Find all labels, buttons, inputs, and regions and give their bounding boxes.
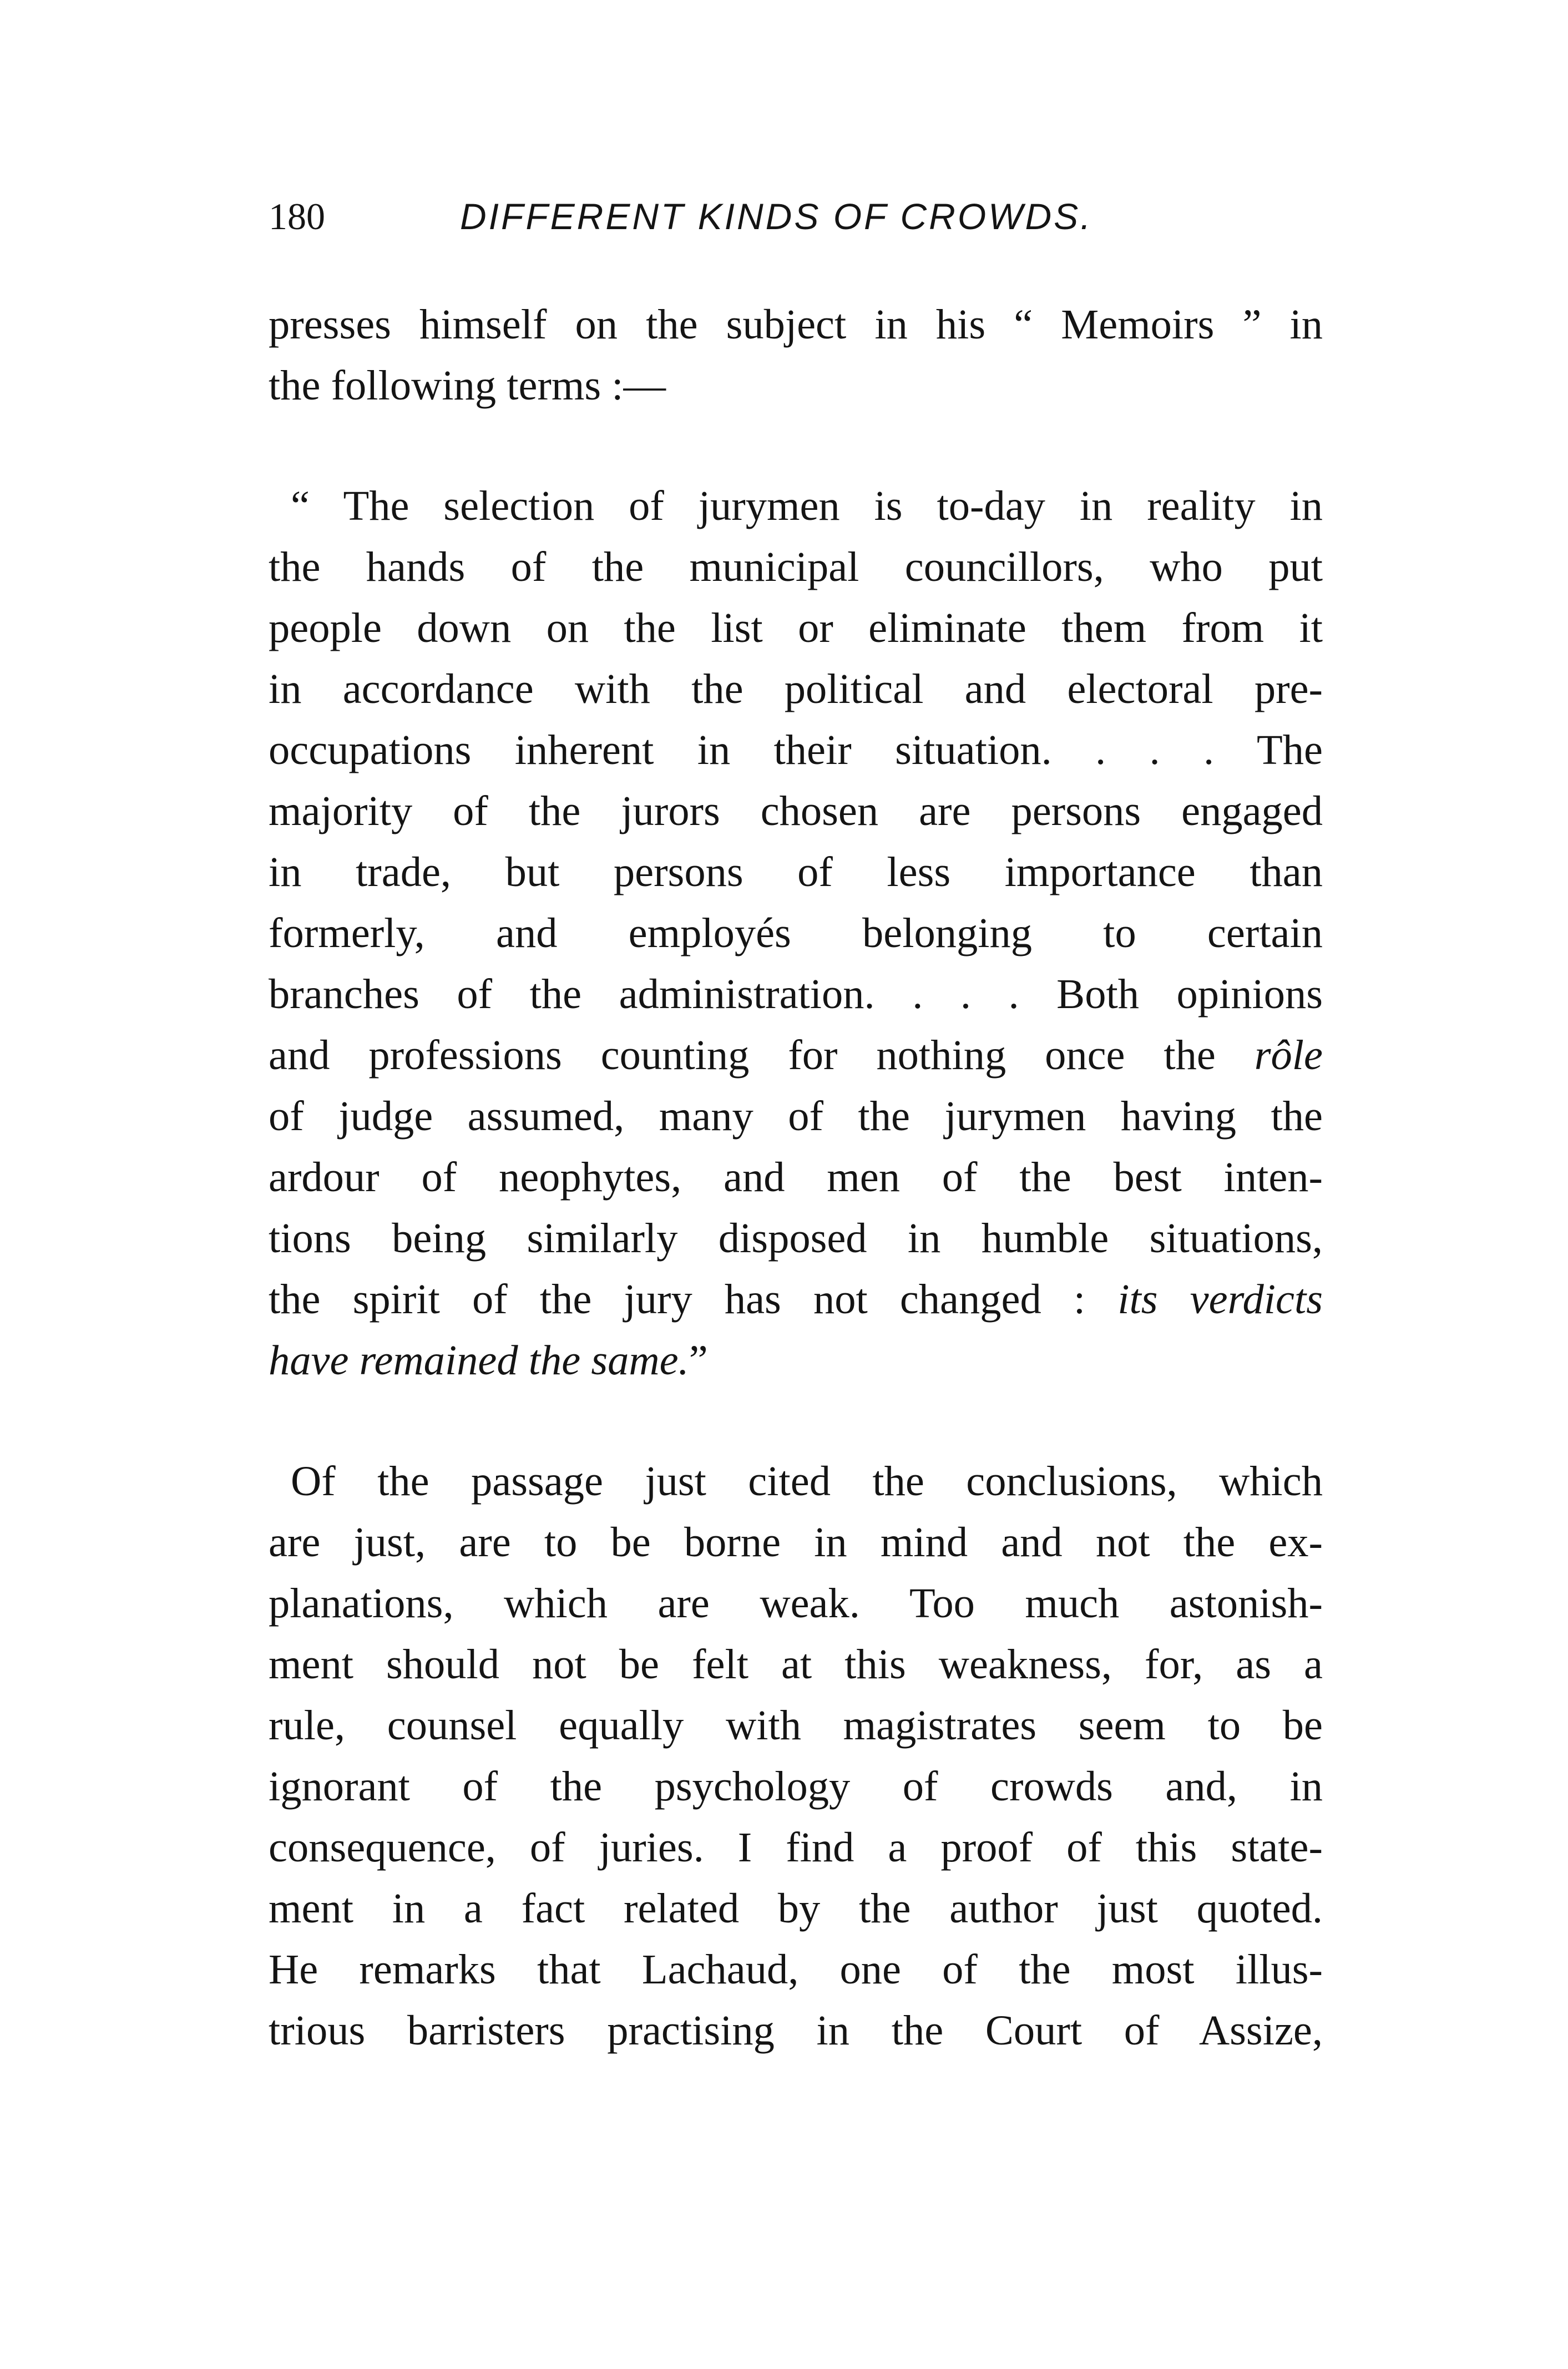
text-line: “ The selection of jurymen is to-day in reality in — [291, 482, 1323, 529]
text-line: consequence, of juries. I find a proof of this state- — [269, 1824, 1323, 1871]
page-header — [269, 191, 1323, 241]
paragraph-intro — [269, 294, 1323, 416]
text-line: planations, which are weak. Too much astonish- — [269, 1580, 1323, 1627]
page-number: 180 — [269, 195, 325, 237]
text-line: ignorant of the psychology of crowds and, in — [269, 1763, 1323, 1810]
text-line: the hands of the municipal councillors, who put — [269, 543, 1323, 590]
text-line: are just, are to be borne in mind and not the ex- — [269, 1518, 1323, 1566]
text-line: branches of the administration. . . . Both opinions — [269, 970, 1323, 1018]
text-line: the following terms :— — [269, 362, 666, 409]
text-line: majority of the jurors chosen are persons engaged — [269, 787, 1323, 834]
text-line: in accordance with the political and electoral pre- — [269, 665, 1323, 712]
closing-quote: ” — [689, 1337, 708, 1384]
text-line: in trade, but persons of less importance than — [269, 848, 1323, 895]
italic-word: rôle — [1254, 1031, 1323, 1079]
text-line: tions being similarly disposed in humble situations, — [269, 1214, 1323, 1262]
text-line — [269, 1330, 1323, 1391]
text-line: ment in a fact related by the author just quoted. — [269, 1885, 1323, 1932]
paragraph-commentary — [269, 1451, 1323, 2061]
italic-phrase: have remained the same. — [269, 1337, 689, 1384]
text-line — [269, 1025, 1323, 1086]
text-line: occupations inherent in their situation. . . . The — [269, 726, 1323, 773]
text-line: He remarks that Lachaud, one of the most illus- — [269, 1946, 1323, 1993]
text-line: trious barristers practising in the Court of Assize, — [269, 2007, 1323, 2054]
text-line: Of the passage just cited the conclusions, which — [291, 1457, 1323, 1505]
text-line: formerly, and employés belonging to certain — [269, 909, 1323, 956]
text-line: ardour of neophytes, and men of the best inten- — [269, 1153, 1323, 1201]
text-line: rule, counsel equally with magistrates seem to be — [269, 1702, 1323, 1749]
text-line: of judge assumed, many of the jurymen having the — [269, 1092, 1323, 1140]
text-line: presses himself on the subject in his “ Memoirs ” in — [269, 301, 1323, 348]
text-line: ment should not be felt at this weakness, for, as a — [269, 1641, 1323, 1688]
italic-phrase: its verdicts — [1117, 1275, 1323, 1323]
text-line — [269, 1269, 1323, 1330]
text-line: people down on the list or eliminate them from it — [269, 604, 1323, 651]
text-segment: the spirit of the jury has not changed : — [269, 1275, 1118, 1323]
text-segment: and professions counting for nothing once the — [269, 1031, 1255, 1079]
quoted-passage — [269, 475, 1323, 1391]
running-title: DIFFERENT KINDS OF CROWDS. — [460, 196, 1093, 237]
